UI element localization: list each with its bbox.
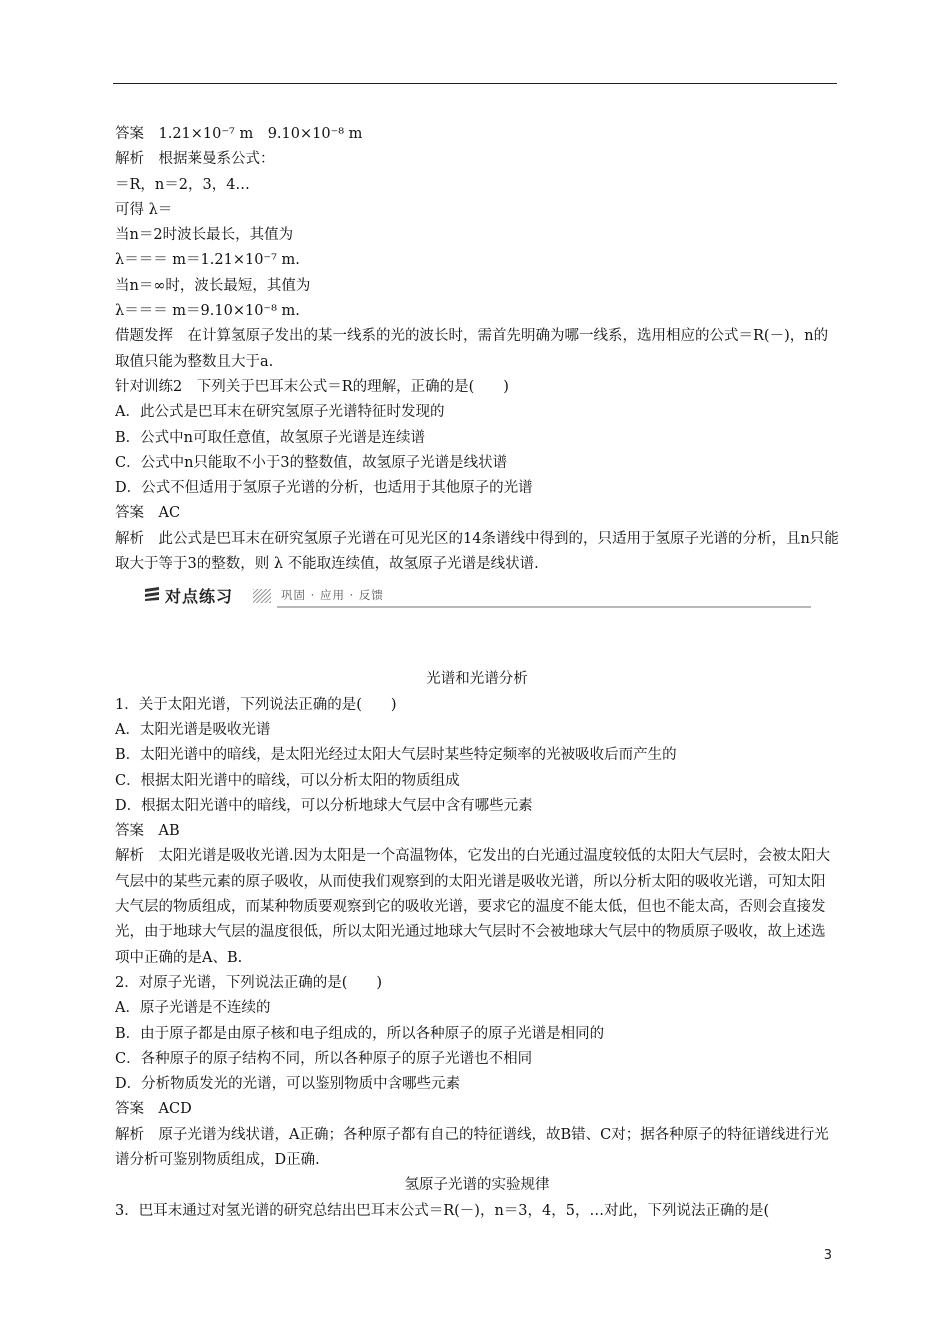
q2-option-d: D．分析物质发光的光谱，可以鉴别物质中含哪些元素 [115, 1076, 461, 1093]
banner-hatch [253, 589, 271, 603]
case1-text: 当n＝2时波长最长，其值为 [115, 227, 294, 244]
section1-heading: 光谱和光谱分析 [426, 671, 528, 688]
q3-stem: 3．巴耳末通过对氢光谱的研究总结出巴耳末公式＝R(－)，n＝3，4，5，…对此，下列说法正确的是( [115, 1202, 770, 1219]
training2-option-b: B．公式中n可取任意值，故氢原子光谱是连续谱 [115, 429, 425, 446]
banner-stripes-icon [145, 587, 159, 601]
training2-option-d: D．公式不但适用于氢原子光谱的分析，也适用于其他原子的光谱 [115, 480, 533, 497]
q1-option-a: A．太阳光谱是吸收光谱 [115, 721, 271, 738]
training2-option-c: C．公式中n只能取不小于3的整数值，故氢原子光谱是线状谱 [115, 454, 508, 471]
case2-value: λ＝＝＝ m＝9.10×10⁻⁸ m. [115, 303, 300, 320]
q1-stem: 1．关于太阳光谱，下列说法正确的是( ) [115, 696, 397, 713]
case2-text: 当n＝∞时，波长最短，其值为 [115, 277, 311, 294]
banner-title: 对点练习 [165, 587, 234, 607]
formula-line: ＝R，n＝2，3，4… [115, 176, 250, 193]
q2-stem: 2．对原子光谱，下列说法正确的是( ) [115, 974, 383, 991]
case1-value: λ＝＝＝ m＝1.21×10⁻⁷ m. [115, 252, 300, 269]
analysis-intro: 解析 根据莱曼系公式： [115, 151, 275, 168]
q1-option-b: B．太阳光谱中的暗线，是太阳光经过太阳大气层时某些特定频率的光被吸收后而产生的 [115, 747, 677, 764]
q2-option-c: C．各种原子的原子结构不同，所以各种原子的原子光谱也不相同 [115, 1050, 533, 1067]
banner-subtitle: 巩固 · 应用 · 反馈 [281, 588, 384, 603]
page-content [115, 122, 839, 1224]
q2-option-b: B．由于原子都是由原子核和电子组成的，所以各种原子的原子光谱是相同的 [115, 1025, 605, 1042]
training2-option-a: A．此公式是巴耳末在研究氢原子光谱特征时发现的 [115, 404, 445, 421]
page-number: 3 [823, 1248, 832, 1263]
section2-heading: 氢原子光谱的实验规律 [404, 1177, 550, 1194]
q1-option-c: C．根据太阳光谱中的暗线，可以分析太阳的物质组成 [115, 772, 460, 789]
q2-answer: 答案 ACD [115, 1101, 192, 1118]
q2-option-a: A．原子光谱是不连续的 [115, 1000, 271, 1017]
q1-analysis: 解析 太阳光谱是吸收光谱.因为太阳是一个高温物体，它发出的白光通过温度较低的太阳大气层时，会被太阳大气层中的某些元素的原子吸收，从而使我们观察到的太阳光谱是吸收光谱，所以分析太阳的吸收光谱，可知太阳大气层的物质组成，而某种物质要观察到它的吸收光谱，要求它的温度不能太低，但也不能太高，否则会直接发光，由于地球大气层的温度很低，所以太阳光通过地球大气层时不会被地球大气层中的物质原子吸收，故上述选项中正确的是A、B. [115, 848, 831, 966]
q1-answer: 答案 AB [115, 823, 180, 840]
training2-answer: 答案 AC [115, 505, 181, 522]
header-rule [113, 83, 837, 84]
answer-line: 答案 1.21×10⁻⁷ m 9.10×10⁻⁸ m [115, 126, 363, 142]
q1-option-d: D．根据太阳光谱中的暗线，可以分析地球大气层中含有哪些元素 [115, 797, 533, 814]
q2-analysis: 解析 原子光谱为线状谱，A正确；各种原子都有自己的特征谱线，故B错、C对；据各种原子的特征谱线进行光谱分析可鉴别物质组成，D正确. [115, 1126, 829, 1168]
training2-analysis: 解析 此公式是巴耳末在研究氢原子光谱在可见光区的14条谱线中得到的，只适用于氢原子光谱的分析，且n只能取大于等于3的整数，则 λ 不能取连续值，故氢原子光谱是线状谱. [115, 530, 839, 573]
tip-paragraph: 借题发挥 在计算氢原子发出的某一线系的光的波长时，需首先明确为哪一线系，选用相应的公式＝R(－)，n的取值只能为整数且大于a. [115, 328, 829, 370]
section-banner [115, 581, 839, 611]
training2-question: 针对训练2 下列关于巴耳末公式＝R的理解，正确的是( ) [115, 378, 509, 395]
derive-line: 可得 λ＝ [115, 201, 173, 218]
banner-underline [277, 606, 811, 608]
